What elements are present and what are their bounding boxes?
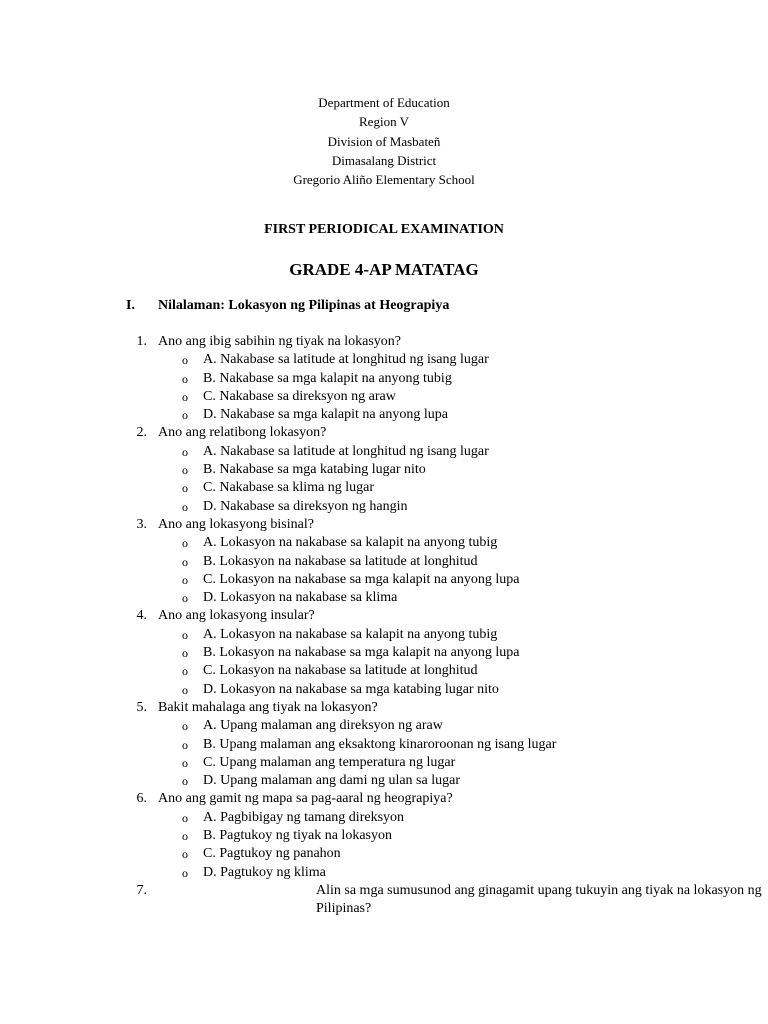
option-text: B. Nakabase sa mga kalapit na anyong tubig [203,370,452,386]
bullet-icon: o [182,646,188,661]
answer-option [0,589,768,607]
answer-option [0,754,768,772]
answer-option [0,571,768,589]
bullet-icon: o [182,847,188,862]
option-text: A. Nakabase sa latitude at longhitud ng isang lugar [203,352,489,368]
question-text: Ano ang gamit ng mapa sa pag-aaral ng heograpiya? [158,791,453,807]
bullet-icon: o [182,444,188,459]
option-text: D. Pagtukoy ng klima [203,864,326,880]
bullet-icon: o [182,664,188,679]
question-item [0,516,768,607]
bullet-icon: o [182,463,188,478]
bullet-icon: o [182,408,188,423]
option-text: D. Lokasyon na nakabase sa mga katabing lugar nito [203,681,499,697]
bullet-icon: o [182,810,188,825]
answer-option [0,864,768,882]
header-line-department: Department of Education [318,95,450,110]
answer-option [0,626,768,644]
option-text: D. Upang malaman ang dami ng ulan sa lugar [203,773,460,789]
bullet-icon: o [182,554,188,569]
question-text: Ano ang lokasyong insular? [158,608,315,624]
bullet-icon: o [182,572,188,587]
question-item [0,699,768,790]
option-text: A. Upang malaman ang direksyon ng araw [203,718,443,734]
bullet-icon: o [182,719,188,734]
question-number: 3. [136,516,147,532]
question-item [0,424,768,515]
answer-option [0,443,768,461]
answer-option [0,461,768,479]
bullet-icon: o [182,627,188,642]
answer-option [0,717,768,735]
bullet-icon: o [182,737,188,752]
bullet-icon: o [182,682,188,697]
answer-option [0,827,768,845]
option-text: A. Pagbibigay ng tamang direksyon [203,809,405,825]
option-text: D. Nakabase sa mga kalapit na anyong lupa [203,407,448,423]
header-line-region: Region V [359,114,409,130]
header-line-school: Gregorio Aliño Elementary School [293,172,475,188]
answer-option [0,681,768,699]
option-text: C. Upang malaman ang temperatura ng lugar [203,754,456,770]
answer-option [0,809,768,827]
question-text: Alin sa mga sumusunod ang ginagamit upang tukuyin ang tiyak na lokasyon ng Pilipinas? [316,882,762,917]
answer-option [0,406,768,424]
section-title: Nilalaman: Lokasyon ng Pilipinas at Heograpiya [158,298,450,313]
answer-option [0,479,768,497]
question-text: Bakit mahalaga ang tiyak na lokasyon? [158,699,378,715]
header-line-district: Dimasalang District [331,152,437,168]
header-line-division: Division of Masbateñ [327,133,441,149]
bullet-icon: o [182,499,188,514]
bullet-icon: o [182,755,188,770]
question-number: 2. [136,425,147,441]
question-number: 1. [136,334,147,349]
answer-option [0,662,768,680]
question-number: 7. [136,882,147,898]
question-number: 6. [136,791,147,807]
school-header [0,93,768,189]
answer-option [0,388,768,406]
question-text: Ano ang ibig sabihin ng tiyak na lokasyon? [158,334,402,349]
option-text: A. Lokasyon na nakabase sa kalapit na anyong tubig [203,535,498,551]
option-text: B. Upang malaman ang eksaktong kinaroroonan ng isang lugar [203,736,557,752]
answer-option [0,736,768,754]
option-text: C. Pagtukoy ng panahon [203,846,341,862]
question-number: 5. [136,699,147,715]
question-item [0,333,768,424]
bullet-icon: o [182,353,188,368]
answer-option [0,553,768,571]
exam-title: FIRST PERIODICAL EXAMINATION [264,222,504,237]
option-text: A. Nakabase sa latitude at longhitud ng isang lugar [203,443,489,459]
bullet-icon: o [182,389,188,404]
question-text: Ano ang relatibong lokasyon? [158,425,327,441]
option-text: B. Pagtukoy ng tiyak na lokasyon [203,828,392,844]
bullet-icon: o [182,829,188,844]
answer-option [0,534,768,552]
bullet-icon: o [182,591,188,606]
section-number: I. [126,298,135,313]
question-item [0,882,768,919]
answer-option [0,772,768,790]
answer-option [0,370,768,388]
option-text: C. Lokasyon na nakabase sa mga kalapit na anyong lupa [203,571,520,587]
question-item [0,790,768,881]
option-text: B. Lokasyon na nakabase sa latitude at longhitud [203,553,478,569]
bullet-icon: o [182,536,188,551]
option-text: C. Nakabase sa direksyon ng araw [203,388,396,404]
option-text: B. Nakabase sa mga katabing lugar nito [203,462,426,478]
grade-title: GRADE 4-AP MATATAG [289,260,479,279]
option-text: D. Nakabase sa direksyon ng hangin [203,498,408,514]
bullet-icon: o [182,481,188,496]
answer-option [0,644,768,662]
option-text: B. Lokasyon na nakabase sa mga kalapit na anyong lupa [203,645,520,661]
question-list [0,333,768,919]
option-text: C. Nakabase sa klima ng lugar [203,480,375,496]
option-text: C. Lokasyon na nakabase sa latitude at longhitud [203,663,478,679]
bullet-icon: o [182,774,188,789]
question-item [0,607,768,698]
bullet-icon: o [182,865,188,880]
answer-option [0,498,768,516]
question-text: Ano ang lokasyong bisinal? [158,516,314,532]
option-text: D. Lokasyon na nakabase sa klima [203,590,398,606]
option-text: A. Lokasyon na nakabase sa kalapit na anyong tubig [203,626,498,642]
answer-option [0,351,768,369]
question-number: 4. [136,608,147,624]
bullet-icon: o [182,371,188,386]
answer-option [0,845,768,863]
